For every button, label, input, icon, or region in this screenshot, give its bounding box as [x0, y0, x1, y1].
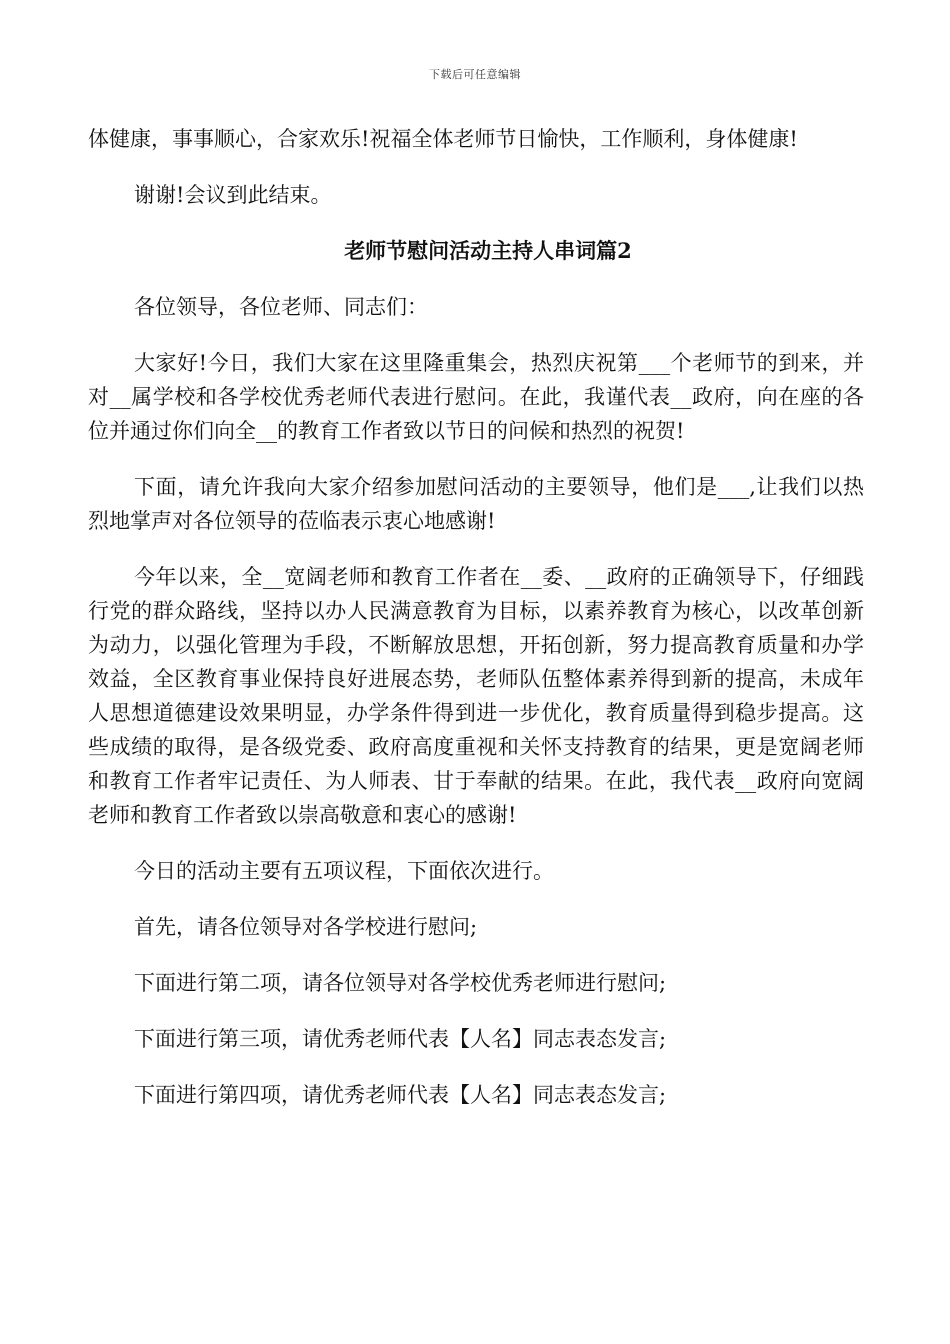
paragraph-introduction: 下面，请允许我向大家介绍参加慰问活动的主要领导，他们是___,让我们以热烈地掌声对各位领导的莅临表示衷心地感谢!	[88, 475, 864, 533]
paragraph-agenda: 今日的活动主要有五项议程，下面依次进行。	[134, 859, 554, 883]
paragraph-achievements: 今年以来，全__宽阔老师和教育工作者在__委、__政府的正确领导下，仔细践行党的群众路线，坚持以办人民满意教育为目标，以素养教育为核心，以改革创新为动力，以强化管理为手段，不断解放思想，开拓创新，努力提高教育质量和办学效益，全区教育事业保持良好进展态势，老师队伍整体素养得到新的提高，未成年人思想道德建设效果明显，办学条件得到进一步优化，教育质量得到稳步提高。这些成绩的取得，是各级党委、政府高度重视和关怀支持教育的结果，更是宽阔老师和教育工作者牢记责任、为人师表、甘于奉献的结果。在此，我代表__政府向宽阔老师和教育工作者致以崇高敬意和衷心的感谢!	[88, 565, 864, 827]
paragraph-salutation: 各位领导，各位老师、同志们：	[134, 295, 428, 319]
section-title: 老师节慰问活动主持人串词篇2	[344, 238, 632, 263]
paragraph-continuation: 体健康，事事顺心，合家欢乐!祝福全体老师节日愉快，工作顺利，身体健康!	[88, 127, 798, 151]
paragraph-agenda-item-1: 首先，请各位领导对各学校进行慰问;	[134, 915, 478, 939]
page-header-note: 下载后可任意编辑	[429, 68, 521, 81]
paragraph-agenda-item-4: 下面进行第四项，请优秀老师代表【人名】同志表态发言;	[134, 1083, 667, 1107]
paragraph-agenda-item-2: 下面进行第二项，请各位领导对各学校优秀老师进行慰问;	[134, 971, 667, 995]
document-body	[88, 122, 864, 1112]
paragraph-closing: 谢谢!会议到此结束。	[134, 183, 332, 207]
paragraph-greeting: 大家好!今日，我们大家在这里隆重集会，热烈庆祝第___个老师节的到来，并对__属学校和各学校优秀老师代表进行慰问。在此，我谨代表__政府，向在座的各位并通过你们向全__的教育工作者致以节日的问候和热烈的祝贺!	[88, 351, 864, 443]
paragraph-agenda-item-3: 下面进行第三项，请优秀老师代表【人名】同志表态发言;	[134, 1027, 667, 1051]
